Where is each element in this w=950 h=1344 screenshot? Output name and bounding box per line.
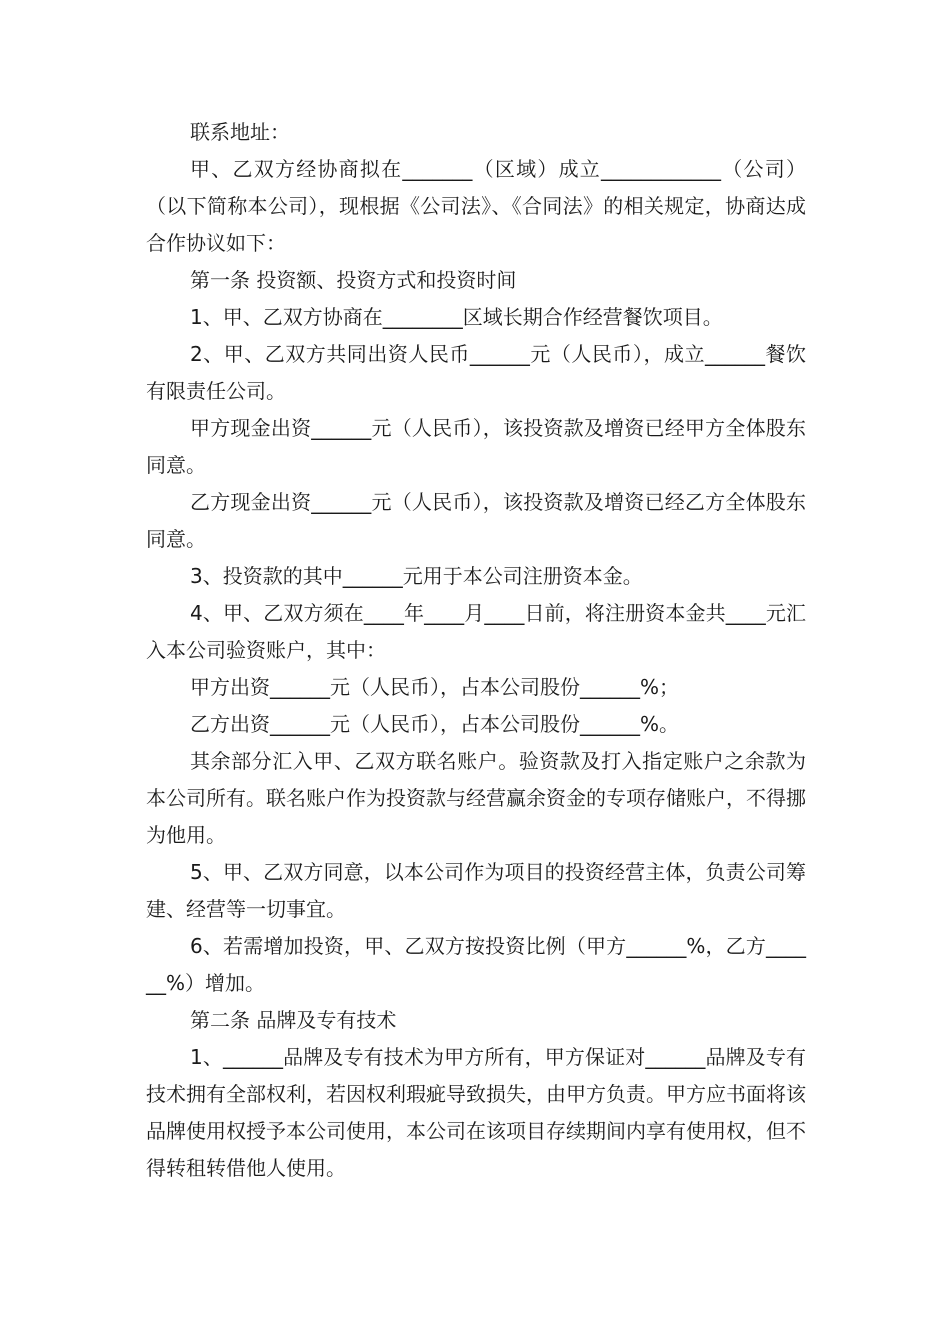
article-1-clause-5: 5、甲、乙双方同意，以本公司作为项目的投资经营主体，负责公司筹建、经营等一切事宜。	[146, 860, 806, 921]
document-page	[146, 114, 806, 1187]
article-2-heading: 第二条 品牌及专有技术	[190, 1008, 397, 1032]
party-a-share-line: 甲方出资______元（人民币），占本公司股份______%；	[190, 675, 680, 699]
article-1-clause-1: 1、甲、乙双方协商在________区域长期合作经营餐饮项目。	[190, 305, 723, 329]
article-2-clause-1: 1、______品牌及专有技术为甲方所有，甲方保证对______品牌及专有技术拥有全部权利，若因权利瑕疵导致损失，由甲方负责。甲方应书面将该品牌使用权授予本公司使用，本公司在该项目存续期间内享有使用权，但不得转租转借他人使用。	[146, 1045, 806, 1180]
party-a-cash-contribution: 甲方现金出资______元（人民币），该投资款及增资已经甲方全体股东同意。	[146, 416, 806, 477]
joint-account-paragraph: 其余部分汇入甲、乙双方联名账户。验资款及打入指定账户之余款为本公司所有。联名账户作为投资款与经营赢余资金的专项存储账户，不得挪为他用。	[146, 749, 806, 847]
article-1-heading: 第一条 投资额、投资方式和投资时间	[190, 268, 517, 292]
article-1-clause-4: 4、甲、乙双方须在____年____月____日前，将注册资本金共____元汇入本公司验资账户，其中：	[146, 601, 806, 662]
article-1-clause-6: 6、若需增加投资，甲、乙双方按投资比例（甲方______%，乙方______%）增加。	[146, 934, 806, 995]
party-b-share-line: 乙方出资______元（人民币），占本公司股份______%。	[190, 712, 680, 736]
intro-paragraph: 甲、乙双方经协商拟在_______（区域）成立____________（公司）（以下简称本公司），现根据《公司法》、《合同法》的相关规定，协商达成合作协议如下：	[146, 157, 806, 255]
contact-address-line: 联系地址：	[190, 120, 290, 144]
article-1-clause-2: 2、甲、乙双方共同出资人民币______元（人民币），成立______餐饮有限责任公司。	[146, 342, 806, 403]
party-b-cash-contribution: 乙方现金出资______元（人民币），该投资款及增资已经乙方全体股东同意。	[146, 490, 806, 551]
article-1-clause-3: 3、投资款的其中______元用于本公司注册资本金。	[190, 564, 643, 588]
